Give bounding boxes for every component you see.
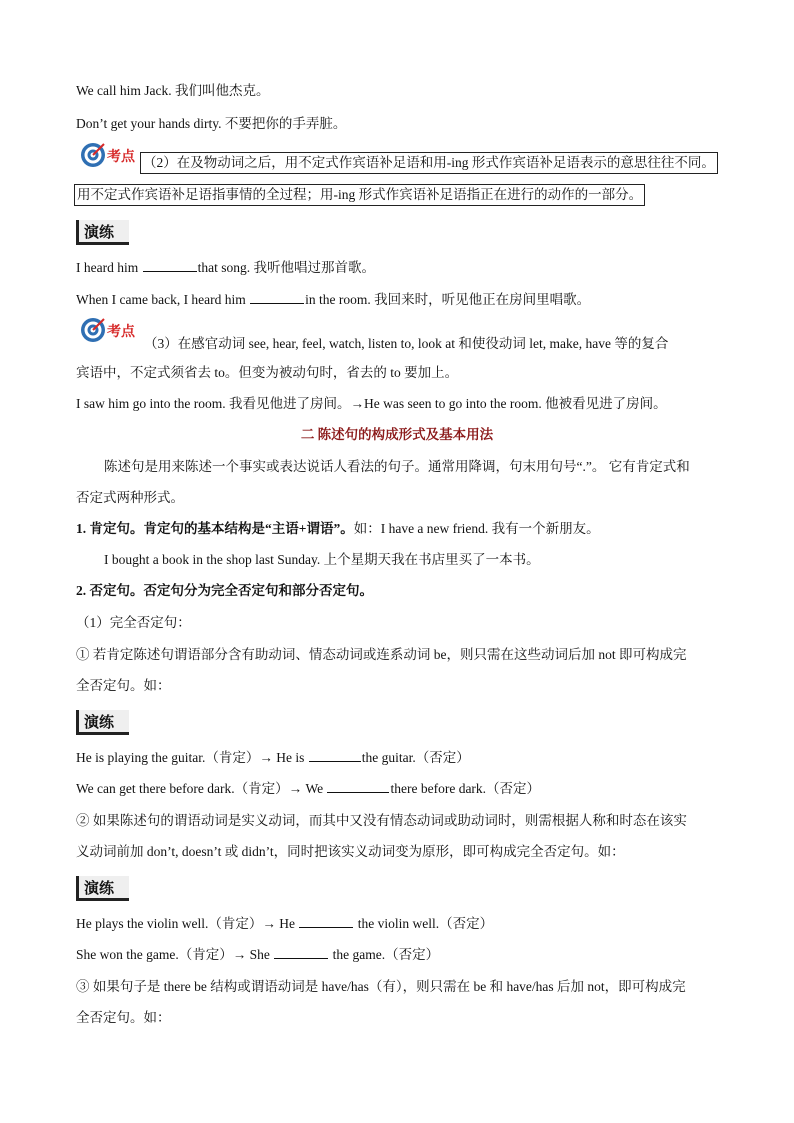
affirmative-example: I bought a book in the shop last Sunday. 上个星期天我在书店里买了一本书。 — [104, 552, 540, 567]
answer-blank[interactable] — [299, 914, 353, 928]
answer-blank[interactable] — [327, 779, 389, 793]
exercise-violin: He plays the violin well.（肯定）→ He the violin well.（否定） — [76, 916, 494, 931]
intro-line-2: 否定式两种形式。 — [76, 490, 184, 505]
rule-1-line-2: 全否定句。如： — [76, 678, 171, 693]
kaodian-box-line-2: 用不定式作宾语补足语指事情的全过程；用-ing 形式作宾语补足语指正在进行的动作的一部分。 — [74, 184, 645, 206]
yanlian-badge — [76, 876, 128, 900]
answer-blank[interactable] — [250, 290, 304, 304]
rule-3b-line-1: ③ 如果句子是 there be 结构或谓语动词是 have/has（有），则只需在 be 和 have/has 后加 not，即可构成完 — [76, 979, 686, 994]
rule-3-line-1: （3）在感官动词 see, hear, feel, watch, listen to, look at 和使役动词 let, make, have 等的复合 — [144, 336, 669, 351]
exercise-guitar: He is playing the guitar.（肯定）→ He is the guitar.（否定） — [76, 750, 470, 765]
example-saw-him: I saw him go into the room. 我看见他进了房间。→He was seen to go into the room. 他被看见进了房间。 — [76, 396, 667, 411]
answer-blank[interactable] — [309, 748, 361, 762]
affirmative-heading: 1. 肯定句。肯定句的基本结构是“主语+谓语”。如：I have a new friend. 我有一个新朋友。 — [76, 521, 600, 536]
line-dont-get: Don’t get your hands dirty. 不要把你的手弄脏。 — [76, 116, 347, 131]
rule-2-line-1: ② 如果陈述句的谓语动词是实义动词，而其中又没有情态动词或助动词时，则需根据人称和时态在该实 — [76, 813, 687, 828]
target-icon — [79, 141, 107, 169]
yanlian-badge — [76, 710, 128, 734]
answer-blank[interactable] — [274, 945, 328, 959]
line-we-call: We call him Jack. 我们叫他杰克。 — [76, 83, 270, 98]
rule-1-line-1: ① 若肯定陈述句谓语部分含有助动词、情态动词或连系动词 be，则只需在这些动词后加 not 即可构成完 — [76, 647, 687, 662]
section-title: 二 陈述句的构成形式及基本用法 — [300, 427, 494, 442]
exercise-heard-room: When I came back, I heard him in the room. 我回来时，听见他正在房间里唱歌。 — [76, 292, 591, 307]
intro-line-1: 陈述句是用来陈述一个事实或表达说话人看法的句子。通常用降调，句末用句号“.”。 它有肯定式和 — [104, 459, 690, 474]
kaodian-badge — [79, 316, 141, 344]
rule-2-line-2: 义动词前加 don’t, doesn’t 或 didn’t，同时把该实义动词变为原形，即可构成完全否定句。如： — [76, 844, 625, 859]
exercise-game: She won the game.（肯定）→ She the game.（否定） — [76, 947, 440, 962]
yanlian-label: 演练 — [84, 879, 115, 897]
yanlian-label: 演练 — [84, 713, 115, 731]
kaodian-label: 考点 — [107, 149, 135, 165]
yanlian-label: 演练 — [84, 223, 115, 241]
negative-heading: 2. 否定句。否定句分为完全否定句和部分否定句。 — [76, 583, 373, 598]
rule-3b-line-2: 全否定句。如： — [76, 1010, 171, 1025]
kaodian-badge — [79, 141, 141, 169]
rule-3-line-2: 宾语中，不定式须省去 to。但变为被动句时，省去的 to 要加上。 — [76, 365, 459, 380]
kaodian-label: 考点 — [107, 324, 135, 340]
yanlian-badge — [76, 220, 128, 244]
kaodian-box-line-1: （2）在及物动词之后，用不定式作宾语补足语和用-ing 形式作宾语补足语表示的意思往往不同。 — [140, 152, 718, 174]
exercise-heard-song: I heard him that song. 我听他唱过那首歌。 — [76, 260, 375, 275]
target-icon — [79, 316, 107, 344]
answer-blank[interactable] — [143, 258, 197, 272]
exercise-dark: We can get there before dark.（肯定）→ We there before dark.（否定） — [76, 781, 541, 796]
full-negative-heading: （1）完全否定句： — [76, 615, 191, 630]
